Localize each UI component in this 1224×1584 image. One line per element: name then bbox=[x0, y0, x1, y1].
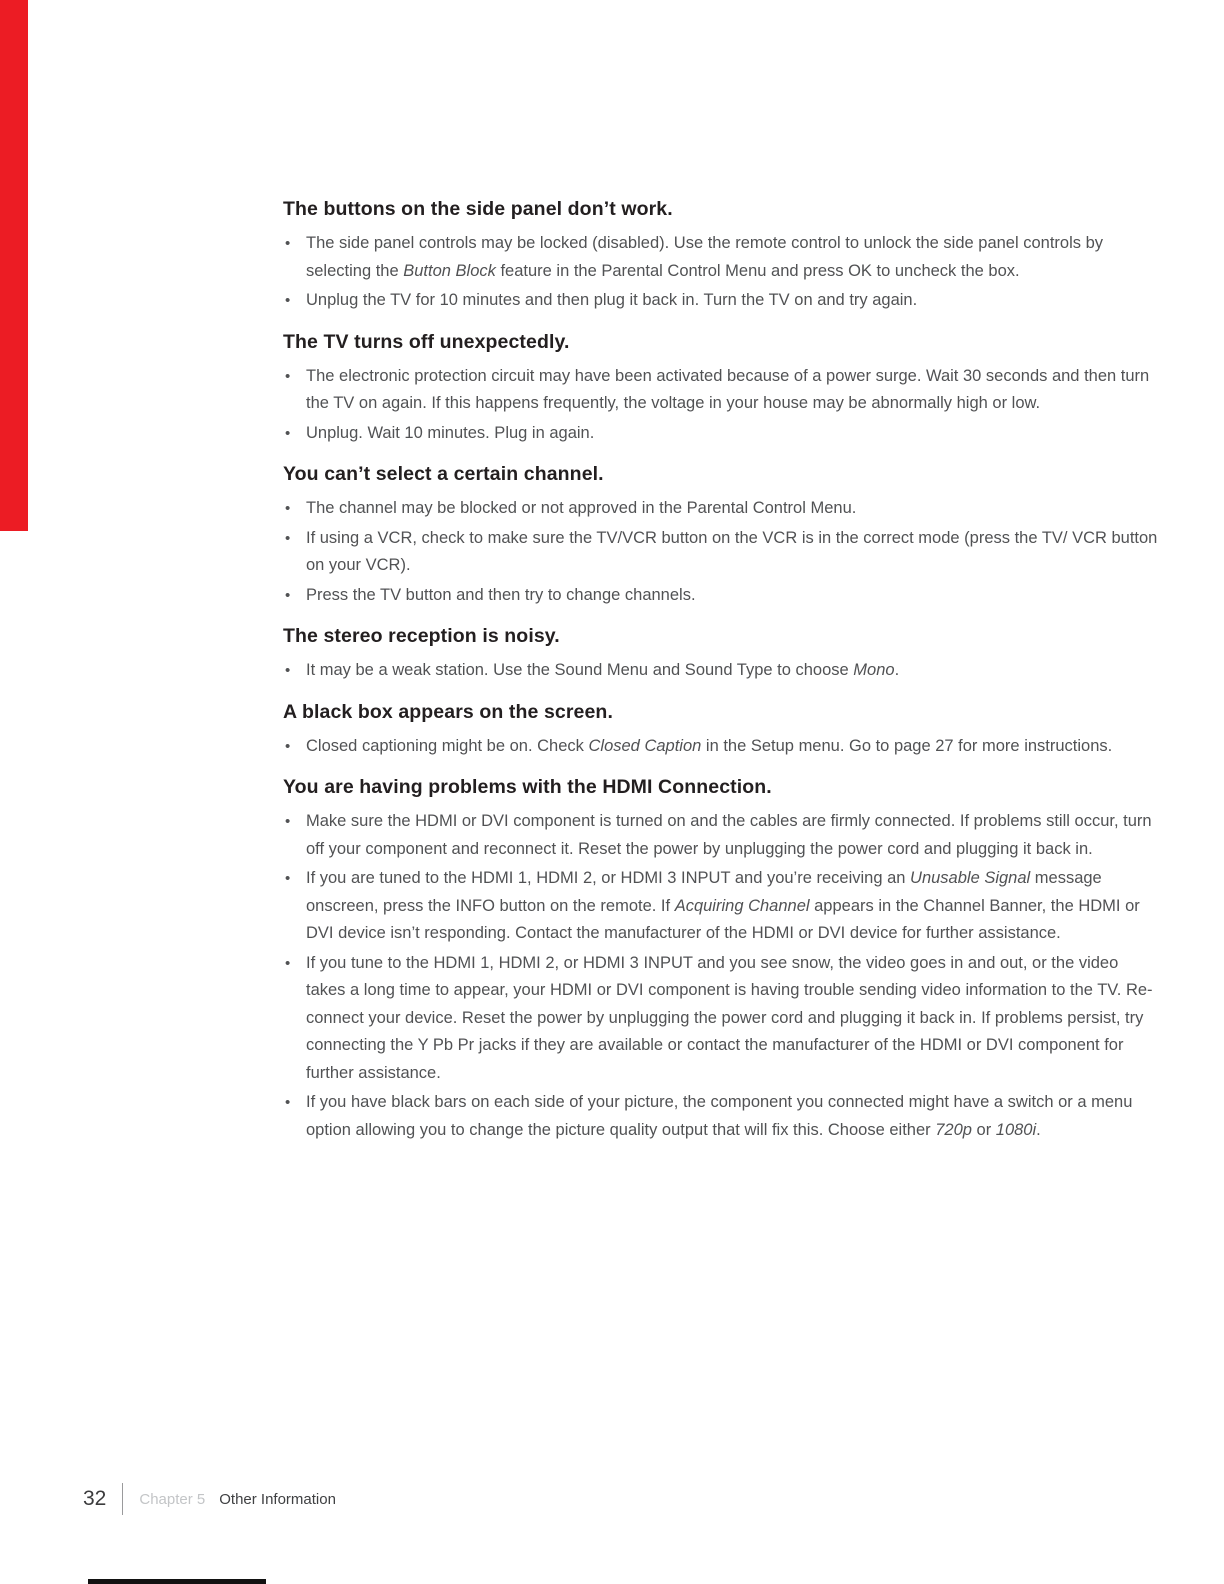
bullet-text: The channel may be blocked or not approved in the Parental Control Menu. bbox=[306, 499, 857, 517]
section-heading: The stereo reception is noisy. bbox=[283, 625, 560, 647]
bottom-crop-mark bbox=[88, 1579, 266, 1584]
troubleshooting-section bbox=[283, 463, 1159, 609]
footer-divider bbox=[122, 1483, 123, 1515]
bullet-text: It may be a weak station. Use the Sound Menu and Sound Type to choose bbox=[306, 661, 854, 679]
bullet-text: or bbox=[971, 1120, 996, 1139]
italic-term: Unusable Signal bbox=[910, 869, 1031, 887]
bullet-list bbox=[283, 733, 1159, 761]
italic-term: Mono bbox=[853, 661, 895, 679]
troubleshooting-section bbox=[283, 701, 1159, 761]
bullet-item bbox=[283, 657, 1159, 685]
italic-term: Acquiring Channel bbox=[674, 896, 810, 915]
section-heading: You are having problems with the HDMI Connection. bbox=[283, 776, 772, 798]
troubleshooting-section bbox=[283, 625, 1159, 685]
bullet-text: message onscreen, press the INFO button on the remote. If bbox=[306, 869, 1102, 915]
bullet-text: in the Setup menu. Go to page 27 for more instructions. bbox=[701, 736, 1113, 755]
bullet-list bbox=[283, 230, 1159, 315]
italic-term: Closed Caption bbox=[588, 736, 702, 755]
bullet-text: Unplug. Wait 10 minutes. Plug in again. bbox=[306, 423, 595, 442]
bullet-text: If you have black bars on each side of your picture, the component you connected might have a switch or a menu option allowing you to change the picture quality output that will fix this. Choose either bbox=[306, 1093, 1133, 1139]
bullet-list bbox=[283, 657, 1159, 685]
bullet-item bbox=[283, 1089, 1159, 1144]
bullet-item bbox=[283, 865, 1159, 948]
bullet-item bbox=[283, 582, 1159, 610]
bullet-text: Press the TV button and then try to change channels. bbox=[306, 585, 696, 604]
bullet-text: If you are tuned to the HDMI 1, HDMI 2, or HDMI 3 INPUT and you’re receiving an bbox=[306, 869, 911, 887]
bullet-item bbox=[283, 420, 1159, 448]
italic-term: 1080i bbox=[995, 1120, 1037, 1139]
red-accent-bar bbox=[0, 0, 28, 531]
bullet-text: Closed captioning might be on. Check bbox=[306, 736, 589, 755]
bullet-list bbox=[283, 363, 1159, 448]
section-heading: The TV turns off unexpectedly. bbox=[283, 330, 570, 353]
bullet-text: appears in the Channel Banner, the HDMI or DVI device isn’t responding. Contact the manufacturer of the HDMI or DVI device for further assistance. bbox=[306, 896, 1140, 942]
italic-term: Button Block bbox=[403, 261, 496, 280]
page-number: 32 bbox=[83, 1487, 107, 1510]
bullet-item bbox=[283, 230, 1159, 285]
bullet-item bbox=[283, 287, 1159, 315]
bullet-item bbox=[283, 733, 1159, 761]
bullet-list bbox=[283, 808, 1159, 1144]
bullet-text: The electronic protection circuit may have been activated because of a power surge. Wait 30 seconds and then turn the TV on again. If this happens frequently, the voltage in your house may be abnormally high or low. bbox=[306, 366, 1150, 412]
troubleshooting-section bbox=[283, 331, 1159, 448]
bullet-text: . bbox=[1036, 1120, 1041, 1139]
bullet-text: feature in the Parental Control Menu and press OK to uncheck the box. bbox=[495, 261, 1020, 280]
bullet-item bbox=[283, 363, 1159, 418]
troubleshooting-content bbox=[283, 198, 1159, 1146]
bullet-item bbox=[283, 525, 1159, 580]
bullet-text: The side panel controls may be locked (disabled). Use the remote control to unlock the side panel controls by selecting the bbox=[306, 234, 1104, 280]
chapter-label: Chapter 5 bbox=[139, 1490, 206, 1508]
section-label: Other Information bbox=[219, 1490, 336, 1508]
bullet-item bbox=[283, 950, 1159, 1088]
troubleshooting-section bbox=[283, 776, 1159, 1144]
bullet-text: . bbox=[894, 661, 900, 679]
page-footer bbox=[83, 1480, 336, 1518]
bullet-item bbox=[283, 808, 1159, 863]
section-heading: A black box appears on the screen. bbox=[283, 700, 613, 723]
bullet-text: If you tune to the HDMI 1, HDMI 2, or HDMI 3 INPUT and you see snow, the video goes in and out, or the video takes a long time to appear, your HDMI or DVI component is having trouble sending video information to the TV. Re-connect your device. Reset the power by unplugging the power cord and plugging it back in. If problems persist, try connecting the Y Pb Pr jacks if they are available or contact the manufacturer of the HDMI or DVI component for further assistance. bbox=[306, 953, 1153, 1082]
section-heading: You can’t select a certain channel. bbox=[283, 463, 604, 485]
bullet-list bbox=[283, 495, 1159, 609]
troubleshooting-section bbox=[283, 198, 1159, 315]
bullet-text: If using a VCR, check to make sure the TV/VCR button on the VCR is in the correct mode (press the TV/ VCR button on your VCR). bbox=[306, 528, 1158, 574]
section-heading: The buttons on the side panel don’t work. bbox=[283, 198, 673, 220]
bullet-text: Make sure the HDMI or DVI component is turned on and the cables are firmly connected. If problems still occur, turn off your component and reconnect it. Reset the power by unplugging the power cord and plugging it back in. bbox=[306, 812, 1152, 858]
italic-term: 720p bbox=[935, 1120, 972, 1139]
bullet-item bbox=[283, 495, 1159, 523]
bullet-text: Unplug the TV for 10 minutes and then plug it back in. Turn the TV on and try again. bbox=[306, 291, 918, 309]
